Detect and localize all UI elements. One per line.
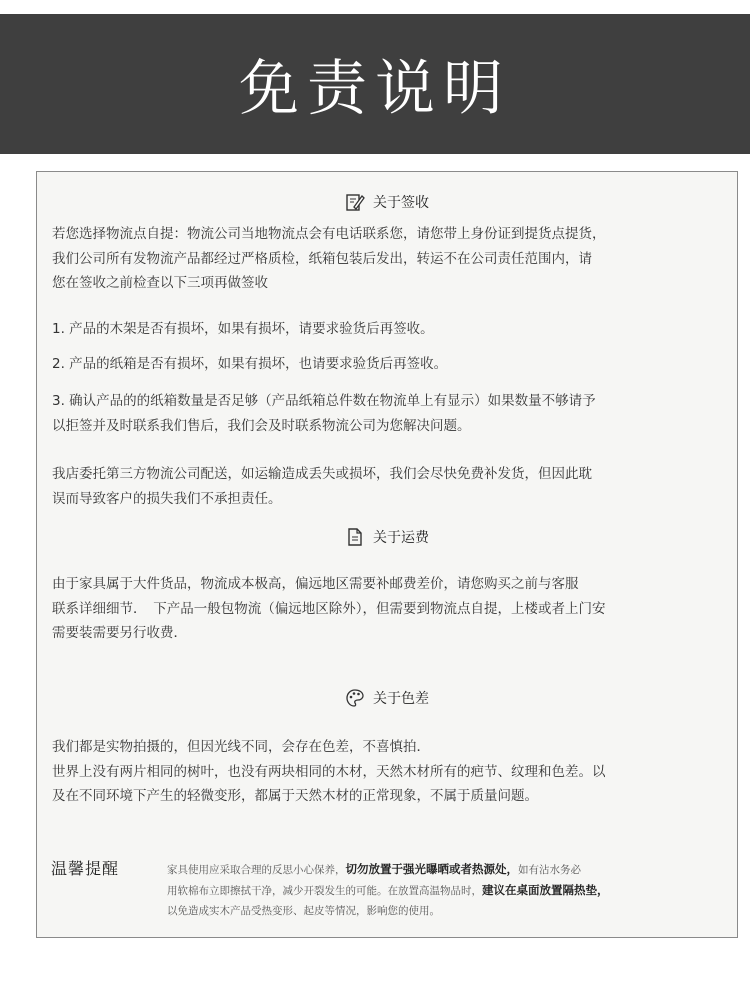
section-heading-color (37, 688, 737, 708)
page-title: 免责说明 (239, 54, 511, 124)
shipping-text: 由于家具属于大件货品，物流成本极高，偏远地区需要补邮费差价，请您购买之前与客服 联系详细细节． 下产品一般包物流（偏远地区除外），但需要到物流点自提，上楼或者上门安 需要装需要另行收费． (52, 576, 606, 641)
warm-tip-part-2: 如有沾水务必 用软棉布立即擦拭干净，减少开裂发生的可能。在放置高温物品时， (167, 864, 581, 897)
section-title-shipping: 关于运费 (373, 530, 429, 546)
section-heading-sign (37, 192, 737, 212)
disclaimer-panel (36, 171, 738, 938)
sign-item-3: 3. 确认产品的的纸箱数量是否足够（产品纸箱总件数在物流单上有显示）如果数量不够请予 以拒签并及时联系我们售后，我们会及时联系物流公司为您解决问题。 (52, 393, 596, 434)
sign-item-1: 1. 产品的木架是否有损坏，如果有损坏，请要求验货后再签收。 (52, 321, 434, 337)
warm-tip-bold-2: 建议在桌面放置隔热垫， (482, 883, 609, 897)
warm-tip-title: 温馨提醒 (51, 859, 120, 878)
header-banner (0, 14, 750, 154)
warm-tip-part-1: 家具使用应采取合理的反思小心保养， (167, 864, 346, 876)
section-heading-shipping (37, 527, 737, 547)
section-title-color: 关于色差 (373, 691, 429, 707)
sign-item-2: 2. 产品的纸箱是否有损坏，如果有损坏，也请要求验货后再签收。 (52, 356, 448, 372)
edit-icon (345, 192, 365, 212)
warm-tip-part-3: 以免造成实木产品受热变形、起皮等情况，影响您的使用。 (167, 905, 440, 917)
warm-tip-text (167, 859, 732, 921)
warm-tip-bold-1: 切勿放置于强光曝晒或者热源处， (345, 862, 518, 876)
sign-intro-text: 若您选择物流点自提：物流公司当地物流点会有电话联系您，请您带上身份证到提货点提货， 我们公司所有发物流产品都经过严格质检，纸箱包装后发出，转运不在公司责任范围内，请 您在签收之前检查以下三项再做签收 (52, 226, 606, 291)
section-title-sign: 关于签收 (373, 195, 429, 211)
document-icon (345, 527, 365, 547)
palette-icon (345, 688, 365, 708)
color-text: 我们都是实物拍摄的，但因光线不同，会存在色差，不喜慎拍． 世界上没有两片相同的树叶，也没有两块相同的木材，天然木材所有的疤节、纹理和色差。以 及在不同环境下产生的轻微变形，都属于天然木材的正常现象，不属于质量问题。 (52, 739, 606, 804)
sign-note-text: 我店委托第三方物流公司配送，如运输造成丢失或损坏，我们会尽快免费补发货，但因此耽 误而导致客户的损失我们不承担责任。 (52, 466, 592, 507)
